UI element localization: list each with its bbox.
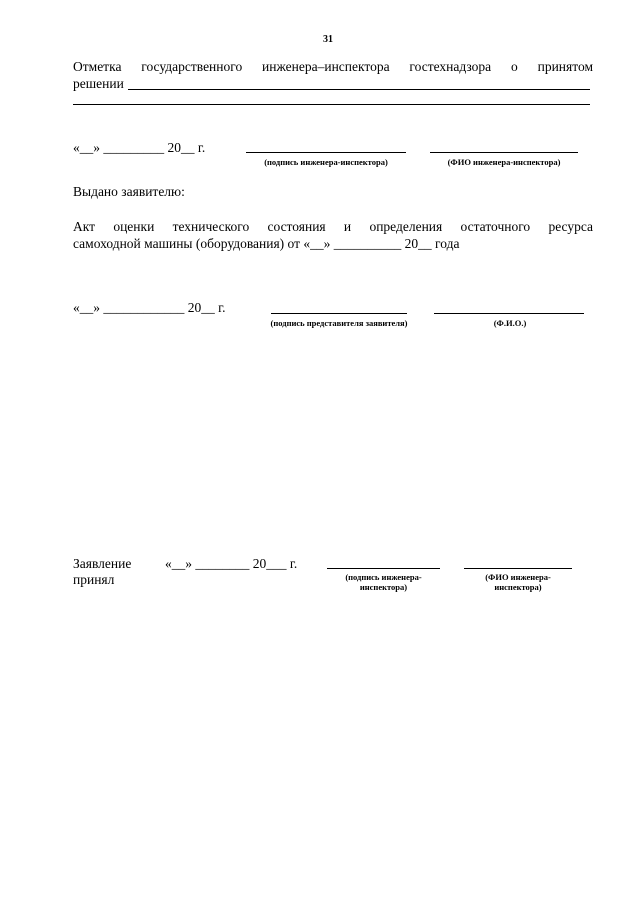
acceptance-name-line (464, 568, 572, 569)
acceptance-signature-caption: (подпись инженера-инспектора) (345, 572, 422, 592)
decision-underline (128, 89, 590, 90)
sign-row-2-signature-caption: (подпись представителя заявителя) (270, 318, 408, 328)
issued-label: Выдано заявителю: (73, 184, 185, 199)
sign-row-1-name-caption: (ФИО инженера-инспектора) (447, 157, 561, 167)
sign-row-2-signature-line (271, 313, 407, 314)
sign-row-2-name-caption: (Ф.И.О.) (493, 318, 527, 328)
sign-row-1-date: «__» _________ 20__ г. (73, 140, 206, 155)
acceptance-name-caption: (ФИО инженера-инспектора) (485, 572, 551, 592)
acceptance-label-line2: принял (73, 572, 115, 587)
decision-underline-2 (73, 104, 590, 105)
inspector-note-line1: Отметка государственного инженера–инспектора гостехнадзора о принятом (73, 59, 593, 74)
page-number: 31 (323, 34, 333, 45)
acceptance-label-line1: Заявление (73, 556, 132, 571)
sign-row-2-date: «__» ____________ 20__ г. (73, 300, 226, 315)
acceptance-date: «__» ________ 20___ г. (165, 556, 298, 571)
sign-row-1-signature-caption: (подпись инженера-инспектора) (264, 157, 388, 167)
acceptance-signature-line (327, 568, 440, 569)
sign-row-1-name-line (430, 152, 578, 153)
sign-row-1-signature-line (246, 152, 406, 153)
act-text-line2: самоходной машины (оборудования) от «__» __________ 20__ года (73, 236, 460, 251)
inspector-note-decision-label: решении (73, 76, 124, 91)
act-text-line1: Акт оценки технического состояния и определения остаточного ресурса (73, 219, 593, 234)
sign-row-2-name-line (434, 313, 584, 314)
